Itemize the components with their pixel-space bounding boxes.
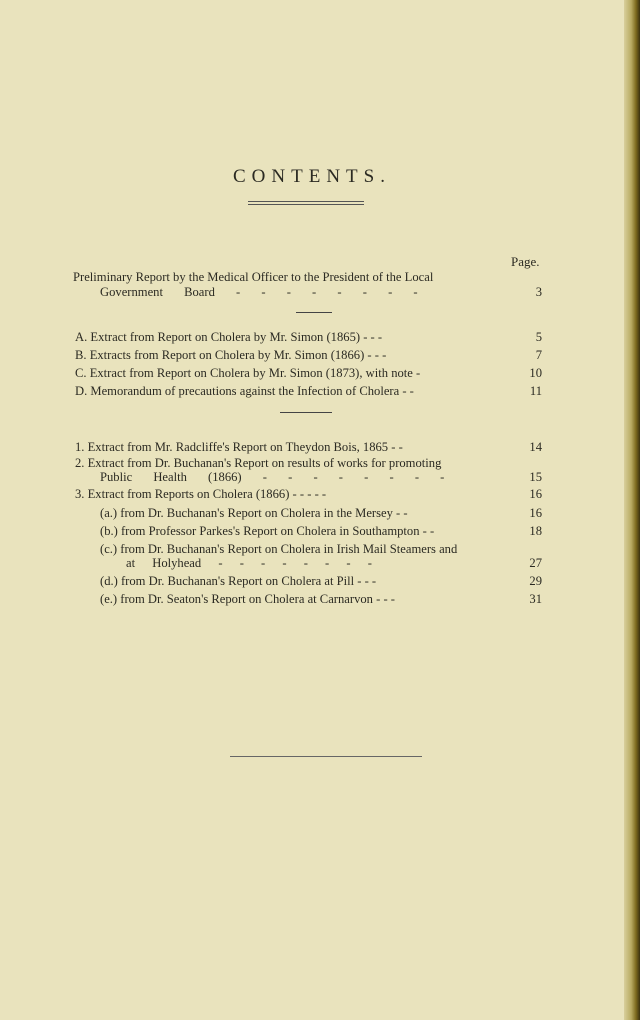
preliminary-line-2: Government Board - - - - - - - -: [100, 285, 418, 299]
report-3c-line-2: at Holyhead - - - - - - - -: [126, 556, 372, 570]
section-rule-2: [280, 412, 332, 413]
appendix-a: A. Extract from Report on Cholera by Mr. Simon (1865) - - -: [75, 330, 383, 344]
appendix-d: D. Memorandum of precautions against the Infection of Cholera - -: [75, 384, 414, 398]
title-rule-top: [248, 201, 364, 202]
title-rule-bottom: [248, 204, 364, 205]
end-rule: [230, 756, 422, 757]
report-3e-page: 31: [529, 592, 542, 606]
appendix-c-page: 10: [529, 366, 542, 380]
report-3d: (d.) from Dr. Buchanan's Report on Cholera at Pill - - -: [100, 574, 377, 588]
report-3c-line-1: (c.) from Dr. Buchanan's Report on Cholera in Irish Mail Steamers and: [100, 542, 458, 556]
preliminary-line-1: Preliminary Report by the Medical Officer to the President of the Local: [73, 270, 434, 284]
appendix-b-page: 7: [535, 348, 542, 362]
preliminary-page: 3: [535, 285, 542, 299]
report-3: 3. Extract from Reports on Cholera (1866) - - - - -: [75, 487, 327, 501]
report-2-line-2: Public Health (1866) - - - - - - - -: [100, 470, 445, 484]
report-3-page: 16: [529, 487, 542, 501]
report-1-page: 14: [529, 440, 542, 454]
appendix-c: C. Extract from Report on Cholera by Mr. Simon (1873), with note -: [75, 366, 421, 380]
report-3c-page: 27: [529, 556, 542, 570]
appendix-b: B. Extracts from Report on Cholera by Mr. Simon (1866) - - -: [75, 348, 387, 362]
report-3d-page: 29: [529, 574, 542, 588]
report-2-line-1: 2. Extract from Dr. Buchanan's Report on results of works for promoting: [75, 456, 442, 470]
report-3a: (a.) from Dr. Buchanan's Report on Cholera in the Mersey - -: [100, 506, 408, 520]
report-3b-page: 18: [529, 524, 542, 538]
contents-title: CONTENTS.: [233, 166, 391, 187]
report-3e: (e.) from Dr. Seaton's Report on Cholera at Carnarvon - - -: [100, 592, 395, 606]
appendix-d-page: 11: [529, 384, 542, 398]
report-3a-page: 16: [529, 506, 542, 520]
report-3b: (b.) from Professor Parkes's Report on Cholera in Southampton - -: [100, 524, 435, 538]
page-column-label: Page.: [511, 254, 540, 269]
report-2-page: 15: [529, 470, 542, 484]
section-rule-1: [296, 312, 332, 313]
book-page-edge: [624, 0, 640, 1020]
appendix-a-page: 5: [535, 330, 542, 344]
report-1: 1. Extract from Mr. Radcliffe's Report on Theydon Bois, 1865 - -: [75, 440, 403, 454]
